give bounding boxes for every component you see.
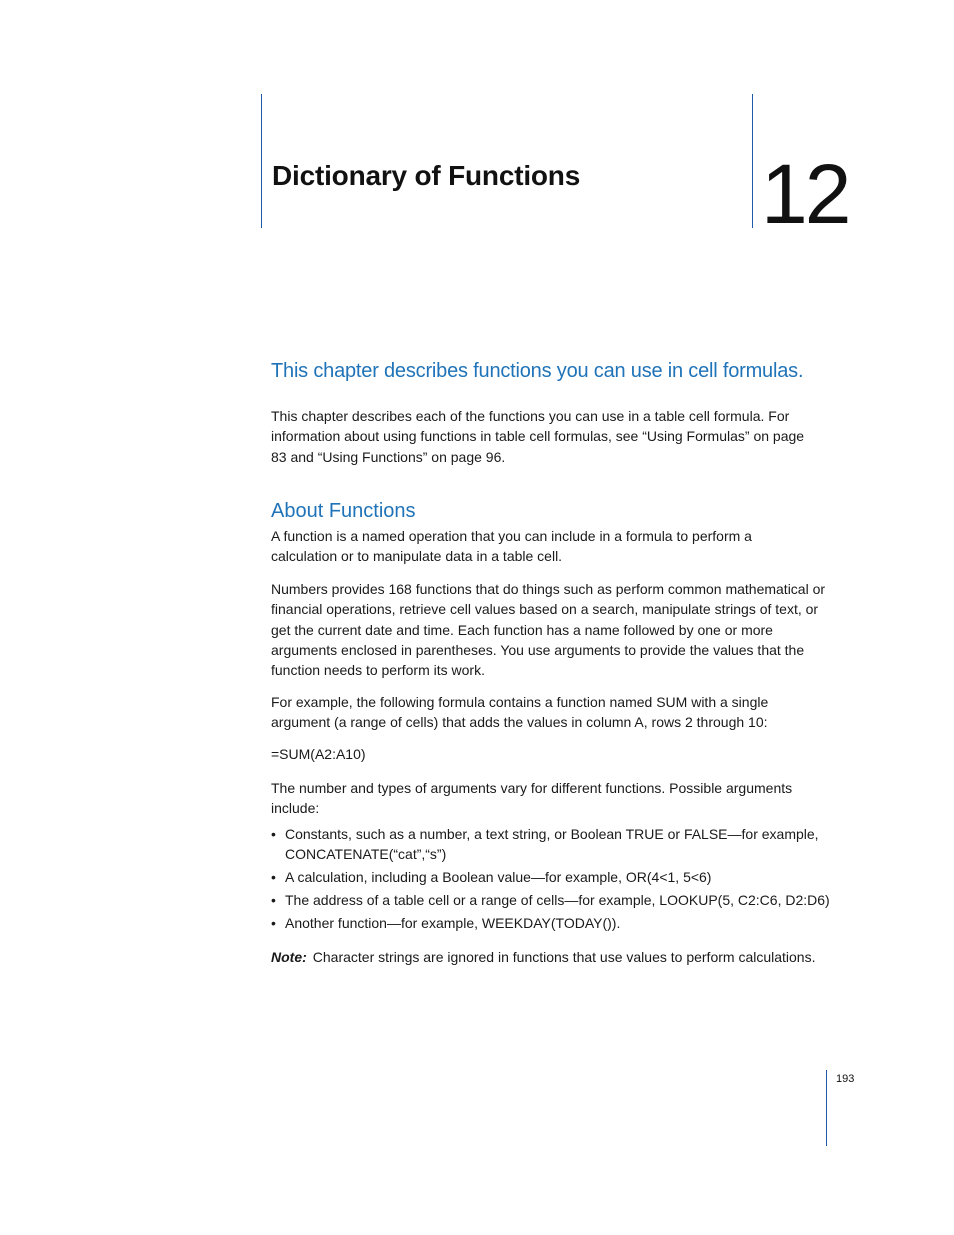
bullet-glyph: • [271, 826, 276, 842]
list-item [271, 890, 831, 910]
list-item-text: The address of a table cell or a range of cells—for example, LOOKUP(5, C2:C6, D2:D6) [285, 891, 830, 908]
bullet-glyph: • [271, 891, 276, 908]
bullet-glyph: • [271, 914, 276, 931]
chapter-title-rule [261, 94, 262, 228]
list-item [271, 913, 831, 933]
list-item-text: A calculation, including a Boolean value—for example, OR(4<1, 5<6) [285, 869, 712, 886]
section-heading-about-functions: About Functions [271, 500, 416, 522]
note [271, 947, 841, 967]
chapter-title: Dictionary of Functions [272, 160, 581, 191]
note-text: Character strings are ignored in functions that use values to perform calculations. [312, 949, 816, 965]
page-number-rule [826, 1070, 827, 1146]
chapter-number: 12 [761, 147, 849, 241]
list-item-text: Another function—for example, WEEKDAY(TODAY()). [285, 914, 621, 931]
argument-types-list [271, 824, 831, 935]
list-item-text: Constants, such as a number, a text string, or Boolean TRUE or FALSE—for example, CONCATENATE(“cat”,“s”) [285, 826, 819, 863]
note-label: Note: [271, 949, 307, 965]
paragraph-sum-example: For example, the following formula contains a function named SUM with a single argument (a range of cells) that adds the values in column A, rows 2 through 10: [271, 694, 769, 731]
list-item [271, 867, 831, 887]
bullet-glyph: • [271, 869, 276, 886]
paragraph-arguments-intro: The number and types of arguments vary for different functions. Possible arguments include: [271, 780, 793, 817]
intro-heading: This chapter describes functions you can use in cell formulas. [271, 360, 804, 382]
chapter-number-rule [752, 94, 753, 228]
formula-example: =SUM(A2:A10) [271, 746, 366, 762]
paragraph-function-definition: A function is a named operation that you can include in a formula to perform a calculation or to manipulate data in a table cell. [271, 528, 752, 565]
paragraph-numbers-functions: Numbers provides 168 functions that do things such as perform common mathematical or financial operations, retrieve cell values based on a search, manipulate strings of text, or get the current date and time. Each function has a name followed by one or more arguments enclosed in parentheses. You use arguments to provide the values that the function needs to perform its work. [271, 581, 826, 679]
page-number: 193 [836, 1073, 855, 1085]
intro-paragraph: This chapter describes each of the functions you can use in a table cell formula. For information about using functions in table cell formulas, see “Using Formulas” on page 83 and “Using Functions” on page 96. [271, 408, 805, 465]
list-item [271, 824, 831, 865]
